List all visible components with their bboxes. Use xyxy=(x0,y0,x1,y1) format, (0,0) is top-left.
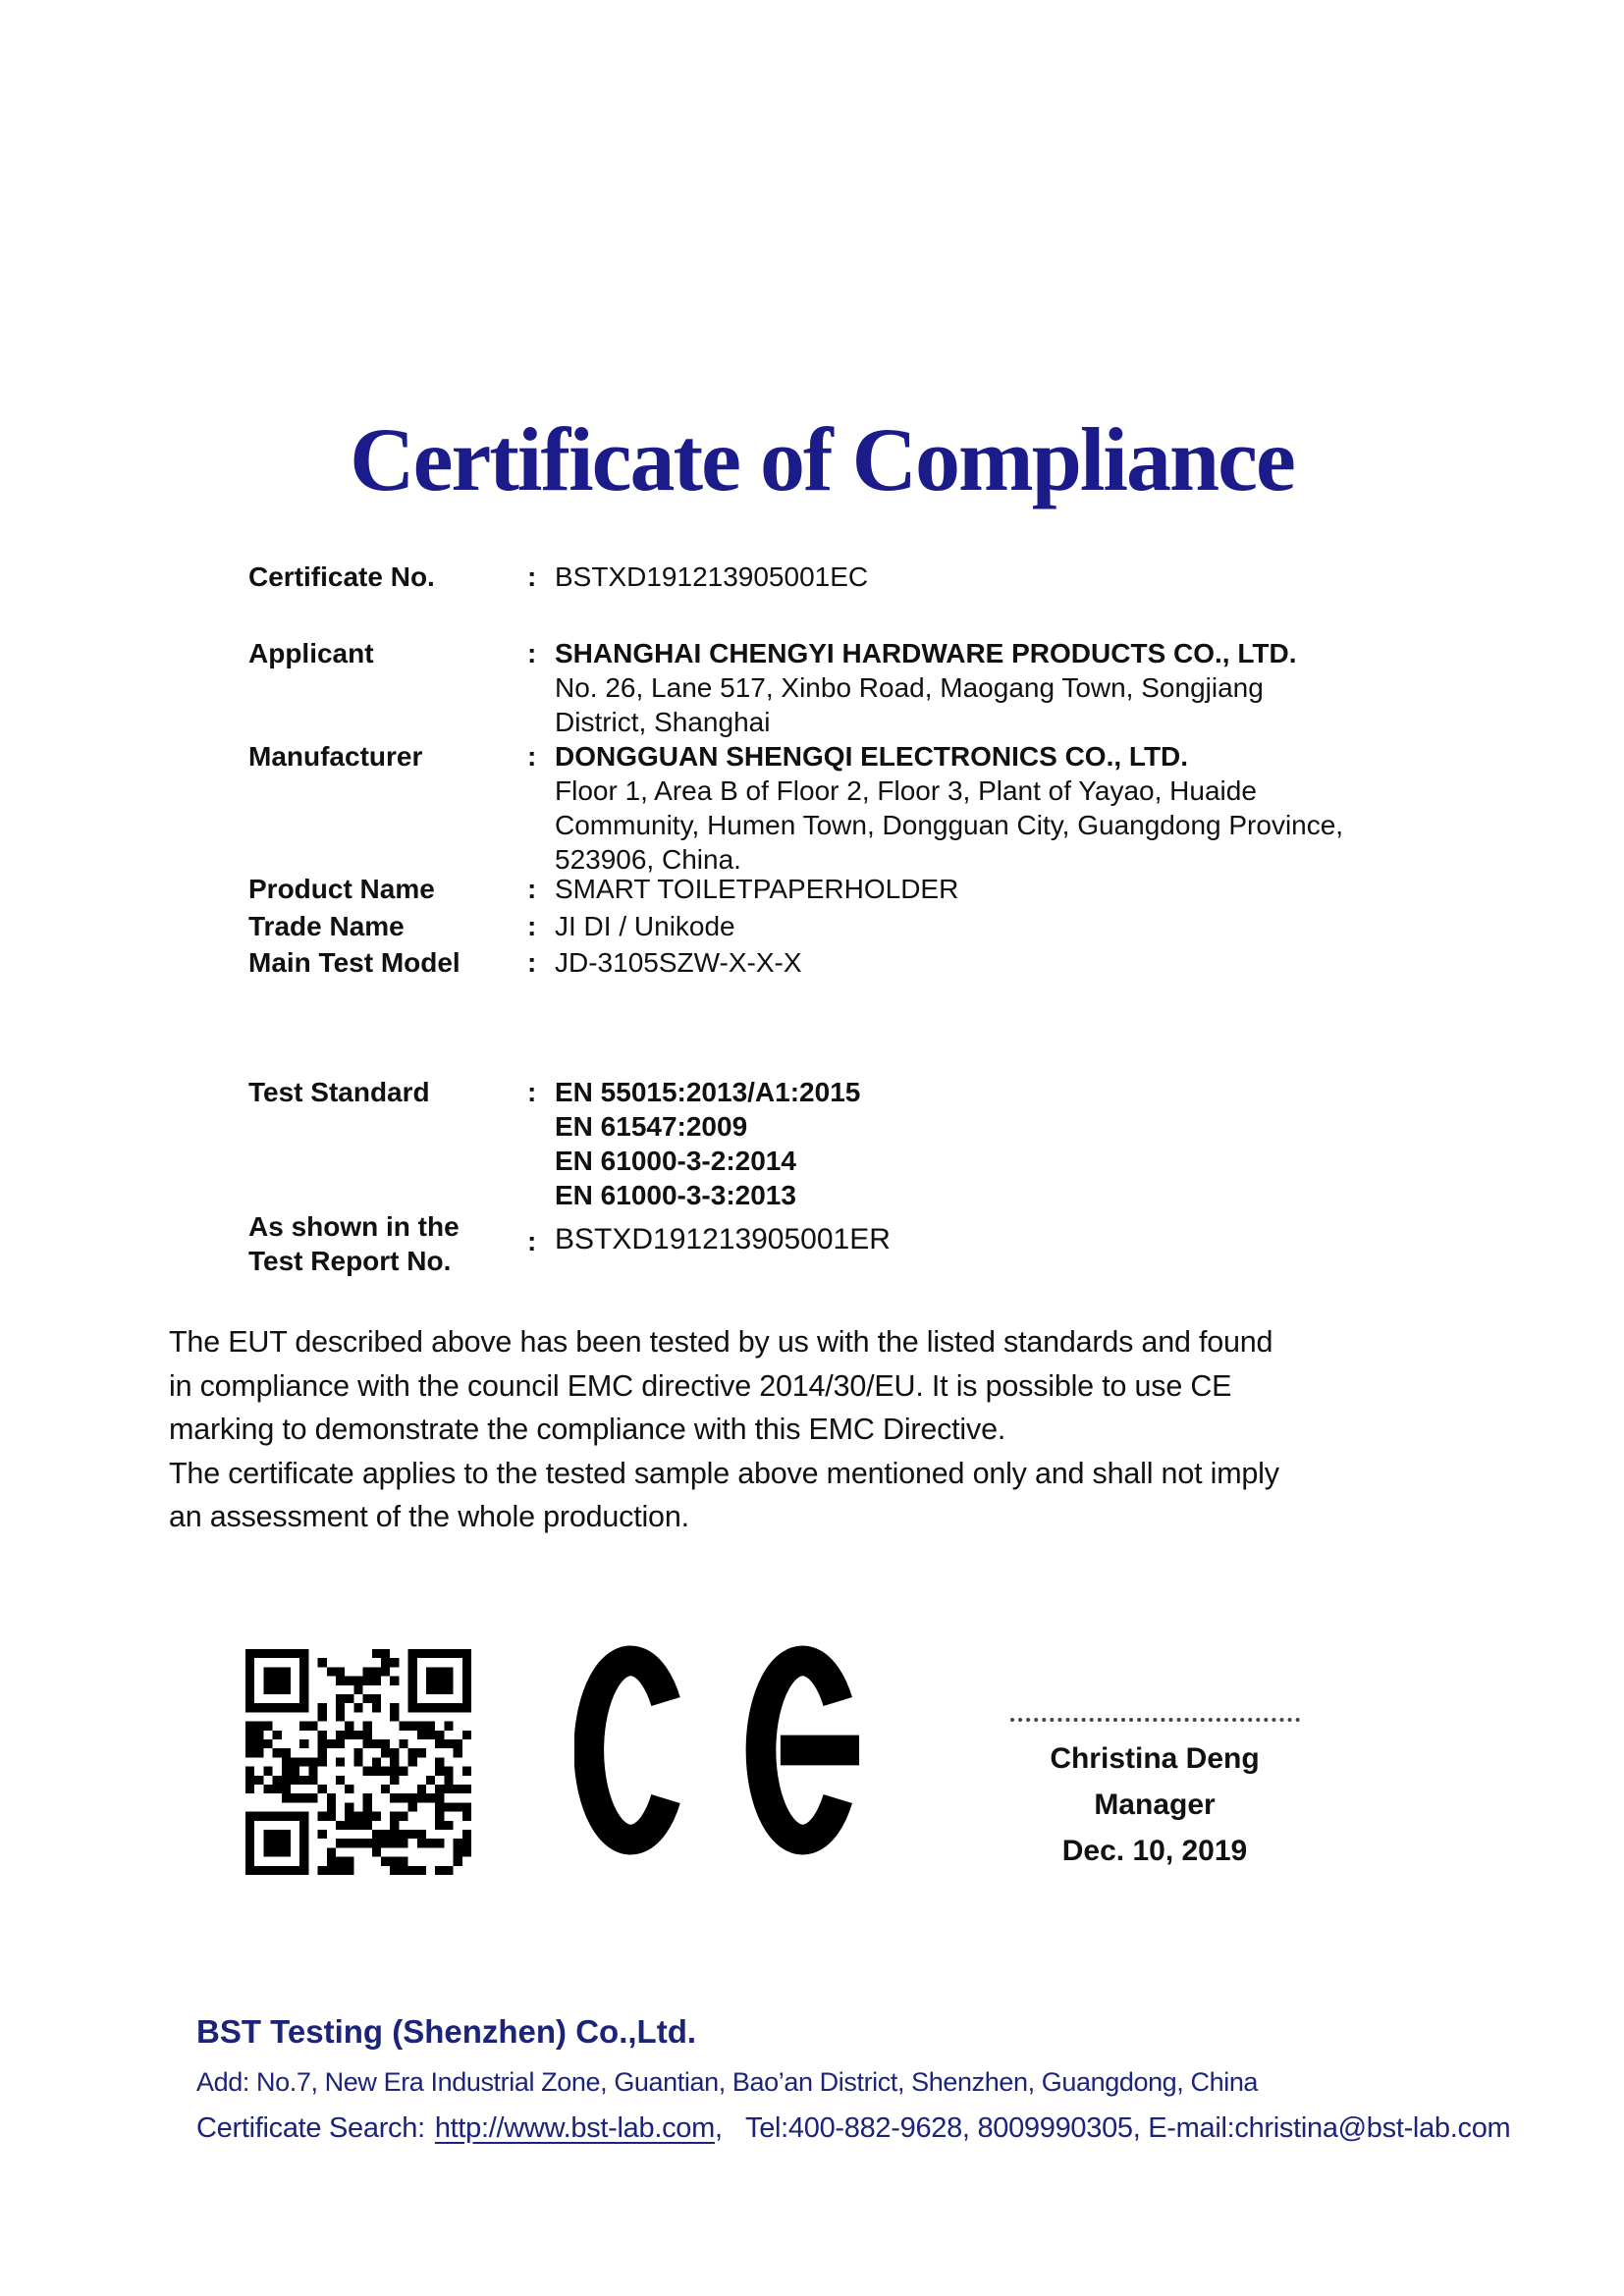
signature-block xyxy=(1001,1718,1308,1874)
test-report-number: BSTXD191213905001ER xyxy=(555,1223,891,1255)
body-text-line: The certificate applies to the tested sample above mentioned only and shall not imply xyxy=(169,1456,1279,1490)
field-colon: : xyxy=(527,1226,537,1256)
manufacturer-value xyxy=(555,739,1343,877)
issue-date: Dec. 10, 2019 xyxy=(1061,1835,1248,1867)
manufacturer-address-line: 523906, China. xyxy=(555,844,741,875)
field-label: Certificate No. xyxy=(248,561,435,592)
field-label: Test Standard xyxy=(248,1077,430,1107)
applicant-address-line: No. 26, Lane 517, Xinbo Road, Maogang Town, Songjiang xyxy=(555,672,1264,703)
signatory-name: Christina Deng xyxy=(1050,1742,1260,1775)
trade-name-value: JI DI / Unikode xyxy=(555,911,735,941)
footer-address: Add: No.7, New Era Industrial Zone, Guantian, Bao’an District, Shenzhen, Guangdong, China xyxy=(196,2067,1259,2097)
test-standard-line: EN 61000-3-3:2013 xyxy=(555,1180,796,1210)
footer-contact-line xyxy=(196,2110,1510,2146)
field-label: Manufacturer xyxy=(248,741,423,772)
field-label: Applicant xyxy=(248,638,374,668)
body-text-line: in compliance with the council EMC directive 2014/30/EU. It is possible to use CE xyxy=(169,1368,1232,1403)
field-label: Product Name xyxy=(248,874,435,904)
field-label xyxy=(248,1209,460,1278)
manufacturer-address-line: Floor 1, Area B of Floor 2, Floor 3, Plant of Yayao, Huaide xyxy=(555,775,1257,806)
body-text-line: marking to demonstrate the compliance with this EMC Directive. xyxy=(169,1413,1006,1446)
field-colon: : xyxy=(527,638,537,668)
product-name-value: SMART TOILETPAPERHOLDER xyxy=(555,874,959,904)
field-label-line: As shown in the xyxy=(248,1211,460,1242)
signature-dotted-line xyxy=(1010,1718,1300,1722)
certificate-search-link[interactable]: http://www.bst-lab.com xyxy=(434,2112,715,2144)
ce-mark-icon xyxy=(574,1645,866,1856)
field-colon: : xyxy=(527,874,537,904)
page-title: Certificate of Compliance xyxy=(350,409,1294,509)
field-colon: : xyxy=(527,911,537,941)
field-label: Trade Name xyxy=(248,911,405,941)
field-label-line: Test Report No. xyxy=(248,1246,452,1276)
body-text-line: an assessment of the whole production. xyxy=(169,1500,689,1533)
qr-code xyxy=(245,1649,471,1875)
qr-code-image xyxy=(245,1649,471,1875)
test-standard-value xyxy=(555,1075,860,1212)
applicant-name: SHANGHAI CHENGYI HARDWARE PRODUCTS CO., LTD. xyxy=(555,638,1297,668)
certificate-number: BSTXD191213905001EC xyxy=(555,561,869,592)
field-colon: : xyxy=(527,561,537,592)
field-colon: : xyxy=(527,741,537,772)
applicant-address-line: District, Shanghai xyxy=(555,707,771,737)
footer-contact-details: , Tel:400-882-9628, 8009990305, E-mail:christina@bst-lab.com xyxy=(714,2112,1511,2144)
main-test-model-value: JD-3105SZW-X-X-X xyxy=(555,947,802,978)
footer-company-name: BST Testing (Shenzhen) Co.,Ltd. xyxy=(196,2013,697,2050)
manufacturer-address-line: Community, Humen Town, Dongguan City, Guangdong Province, xyxy=(555,810,1344,840)
field-label: Main Test Model xyxy=(248,947,460,978)
test-standard-line: EN 61547:2009 xyxy=(555,1111,748,1142)
manufacturer-name: DONGGUAN SHENGQI ELECTRONICS CO., LTD. xyxy=(555,741,1189,772)
field-colon: : xyxy=(527,1077,537,1107)
signatory-role: Manager xyxy=(1094,1789,1216,1821)
applicant-value xyxy=(555,636,1297,739)
footer xyxy=(196,2012,1510,2146)
certificate-search-label: Certificate Search: xyxy=(196,2112,425,2144)
ce-mark-image xyxy=(574,1645,866,1856)
test-standard-line: EN 55015:2013/A1:2015 xyxy=(555,1077,861,1107)
body-text xyxy=(169,1320,1279,1539)
field-colon: : xyxy=(527,947,537,978)
body-text-line: The EUT described above has been tested by us with the listed standards and found xyxy=(169,1325,1273,1359)
test-standard-line: EN 61000-3-2:2014 xyxy=(555,1146,796,1176)
